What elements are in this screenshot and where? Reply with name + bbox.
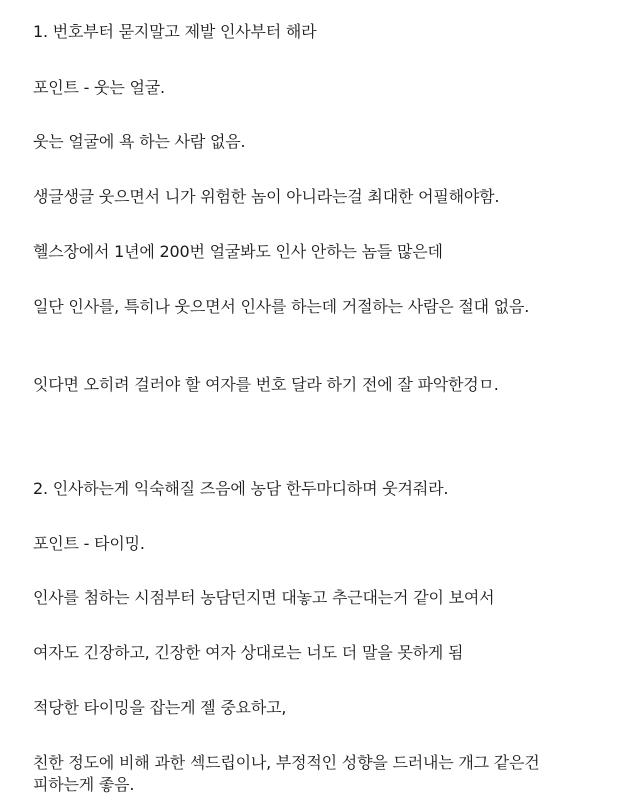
section-2-paragraph-3: 적당한 타이밍을 잡는게 젤 중요하고, [33,698,287,717]
section-2-paragraph-4: 친한 정도에 비해 과한 섹드립이나, 부정적인 성향을 드러내는 개그 같은건 피하는게 좋음. [33,753,540,794]
section-1-paragraph-4: 일단 인사를, 특히나 웃으면서 인사를 하는데 거절하는 사람은 절대 없음. [33,297,530,316]
section-2-heading: 2. 인사하는게 익숙해질 즈음에 농담 한두마디하며 웃겨줘라. [33,479,449,498]
section-1-paragraph-5: 잇다면 오히려 걸러야 할 여자를 번호 달라 하기 전에 잘 파악한겅ㅁ. [33,375,499,394]
section-2-paragraph-2: 여자도 긴장하고, 긴장한 여자 상대로는 너도 더 말을 못하게 됨 [33,643,464,662]
section-1-paragraph-2: 생글생글 웃으면서 니가 위험한 놈이 아니라는걸 최대한 어필해야함. [33,187,500,206]
section-2-point: 포인트 - 타이밍. [33,534,145,553]
section-1-paragraph-1: 웃는 얼굴에 욕 하는 사람 없음. [33,132,246,151]
section-1-heading: 1. 번호부터 묻지말고 제발 인사부터 해라 [33,22,317,41]
section-1-point: 포인트 - 웃는 얼굴. [33,78,165,97]
section-1-paragraph-3: 헬스장에서 1년에 200번 얼굴봐도 인사 안하는 놈들 많은데 [33,242,443,261]
section-2-paragraph-1: 인사를 첨하는 시점부터 농담던지면 대놓고 추근대는거 같이 보여서 [33,588,495,607]
